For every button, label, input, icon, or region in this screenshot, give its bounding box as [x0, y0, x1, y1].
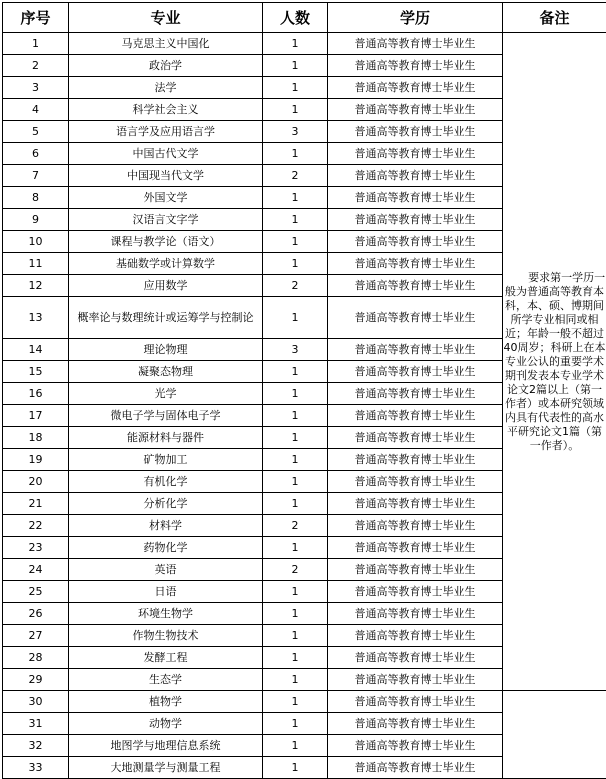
row-major: 生态学: [69, 669, 263, 691]
row-index: 22: [3, 515, 69, 537]
row-major: 中国古代文学: [69, 143, 263, 165]
row-major: 药物化学: [69, 537, 263, 559]
row-major: 英语: [69, 559, 263, 581]
row-education: 普通高等教育博士毕业生: [328, 449, 503, 471]
row-count: 1: [263, 471, 328, 493]
row-education: 普通高等教育博士毕业生: [328, 427, 503, 449]
table-row: [3, 691, 606, 713]
row-index: 8: [3, 187, 69, 209]
row-education: 普通高等教育博士毕业生: [328, 383, 503, 405]
row-index: 4: [3, 99, 69, 121]
row-index: 6: [3, 143, 69, 165]
row-major: 日语: [69, 581, 263, 603]
row-education: 普通高等教育博士毕业生: [328, 647, 503, 669]
header-index: 序号: [3, 3, 69, 33]
row-count: 1: [263, 625, 328, 647]
row-education: 普通高等教育博士毕业生: [328, 361, 503, 383]
row-major: 语言学及应用语言学: [69, 121, 263, 143]
row-index: 32: [3, 735, 69, 757]
row-education: 普通高等教育博士毕业生: [328, 405, 503, 427]
row-count: 1: [263, 735, 328, 757]
row-major: 植物学: [69, 691, 263, 713]
table-row: [3, 33, 606, 55]
row-count: 2: [263, 515, 328, 537]
row-major: 政治学: [69, 55, 263, 77]
header-count: 人数: [263, 3, 328, 33]
row-major: 动物学: [69, 713, 263, 735]
row-count: 2: [263, 275, 328, 297]
row-count: 1: [263, 383, 328, 405]
table-body: [3, 33, 606, 779]
row-index: 20: [3, 471, 69, 493]
notes-cell-2: [503, 691, 606, 779]
row-count: 2: [263, 559, 328, 581]
row-major: 作物生物技术: [69, 625, 263, 647]
row-index: 14: [3, 339, 69, 361]
row-education: 普通高等教育博士毕业生: [328, 559, 503, 581]
header-education: 学历: [328, 3, 503, 33]
row-index: 10: [3, 231, 69, 253]
row-count: 1: [263, 493, 328, 515]
row-education: 普通高等教育博士毕业生: [328, 625, 503, 647]
row-major: 环境生物学: [69, 603, 263, 625]
row-education: 普通高等教育博士毕业生: [328, 99, 503, 121]
row-index: 9: [3, 209, 69, 231]
notes-cell: [503, 33, 606, 691]
row-major: 能源材料与器件: [69, 427, 263, 449]
row-major: 光学: [69, 383, 263, 405]
row-index: 15: [3, 361, 69, 383]
row-major: 发酵工程: [69, 647, 263, 669]
row-index: 31: [3, 713, 69, 735]
row-index: 17: [3, 405, 69, 427]
row-major: 外国文学: [69, 187, 263, 209]
row-count: 1: [263, 581, 328, 603]
row-count: 1: [263, 757, 328, 779]
header-row: [3, 3, 606, 33]
row-index: 29: [3, 669, 69, 691]
row-education: 普通高等教育博士毕业生: [328, 339, 503, 361]
row-count: 1: [263, 55, 328, 77]
row-education: 普通高等教育博士毕业生: [328, 297, 503, 339]
row-education: 普通高等教育博士毕业生: [328, 757, 503, 779]
row-count: 3: [263, 339, 328, 361]
row-education: 普通高等教育博士毕业生: [328, 537, 503, 559]
row-index: 16: [3, 383, 69, 405]
row-count: 1: [263, 361, 328, 383]
row-count: 1: [263, 77, 328, 99]
row-major: 微电子学与固体电子学: [69, 405, 263, 427]
row-major: 中国现当代文学: [69, 165, 263, 187]
row-index: 12: [3, 275, 69, 297]
row-index: 28: [3, 647, 69, 669]
row-index: 13: [3, 297, 69, 339]
row-count: 1: [263, 297, 328, 339]
row-education: 普通高等教育博士毕业生: [328, 231, 503, 253]
row-count: 1: [263, 33, 328, 55]
row-major: 科学社会主义: [69, 99, 263, 121]
row-education: 普通高等教育博士毕业生: [328, 33, 503, 55]
row-index: 3: [3, 77, 69, 99]
row-count: 1: [263, 691, 328, 713]
row-education: 普通高等教育博士毕业生: [328, 165, 503, 187]
row-major: 大地测量学与测量工程: [69, 757, 263, 779]
row-index: 25: [3, 581, 69, 603]
row-major: 法学: [69, 77, 263, 99]
row-count: 3: [263, 121, 328, 143]
row-index: 30: [3, 691, 69, 713]
row-major: 马克思主义中国化: [69, 33, 263, 55]
row-count: 1: [263, 143, 328, 165]
row-index: 1: [3, 33, 69, 55]
row-count: 1: [263, 405, 328, 427]
row-education: 普通高等教育博士毕业生: [328, 143, 503, 165]
header-major: 专业: [69, 3, 263, 33]
row-count: 1: [263, 427, 328, 449]
row-index: 18: [3, 427, 69, 449]
row-index: 19: [3, 449, 69, 471]
row-education: 普通高等教育博士毕业生: [328, 253, 503, 275]
row-education: 普通高等教育博士毕业生: [328, 691, 503, 713]
row-count: 1: [263, 99, 328, 121]
row-major: 材料学: [69, 515, 263, 537]
row-major: 分析化学: [69, 493, 263, 515]
row-education: 普通高等教育博士毕业生: [328, 121, 503, 143]
row-count: 1: [263, 669, 328, 691]
row-index: 11: [3, 253, 69, 275]
row-education: 普通高等教育博士毕业生: [328, 603, 503, 625]
row-major: 有机化学: [69, 471, 263, 493]
notes-text: 要求第一学历一般为普通高等教育本科，本、硕、博期间所学专业相同或相近；年龄一般不超过40周岁；科研上在本专业公认的重要学术期刊发表本专业学术论文2篇以上（第一作者）或本研究领域内具有代表性的高水平研究论文1篇（第一作者）。: [503, 270, 606, 452]
row-major: 汉语言文字学: [69, 209, 263, 231]
row-index: 23: [3, 537, 69, 559]
row-count: 1: [263, 187, 328, 209]
row-education: 普通高等教育博士毕业生: [328, 55, 503, 77]
row-education: 普通高等教育博士毕业生: [328, 471, 503, 493]
row-major: 理论物理: [69, 339, 263, 361]
row-education: 普通高等教育博士毕业生: [328, 493, 503, 515]
row-major: 概率论与数理统计或运筹学与控制论: [69, 297, 263, 339]
row-index: 2: [3, 55, 69, 77]
row-education: 普通高等教育博士毕业生: [328, 581, 503, 603]
row-index: 21: [3, 493, 69, 515]
row-major: 课程与教学论（语文）: [69, 231, 263, 253]
row-index: 24: [3, 559, 69, 581]
row-education: 普通高等教育博士毕业生: [328, 735, 503, 757]
row-index: 27: [3, 625, 69, 647]
row-count: 1: [263, 209, 328, 231]
row-major: 凝聚态物理: [69, 361, 263, 383]
row-index: 5: [3, 121, 69, 143]
row-education: 普通高等教育博士毕业生: [328, 713, 503, 735]
row-index: 33: [3, 757, 69, 779]
row-major: 矿物加工: [69, 449, 263, 471]
recruitment-table: [2, 2, 606, 779]
row-education: 普通高等教育博士毕业生: [328, 669, 503, 691]
row-count: 1: [263, 253, 328, 275]
row-index: 26: [3, 603, 69, 625]
row-count: 1: [263, 647, 328, 669]
row-index: 7: [3, 165, 69, 187]
row-major: 基础数学或计算数学: [69, 253, 263, 275]
row-count: 1: [263, 537, 328, 559]
row-education: 普通高等教育博士毕业生: [328, 515, 503, 537]
row-education: 普通高等教育博士毕业生: [328, 187, 503, 209]
row-count: 1: [263, 449, 328, 471]
row-education: 普通高等教育博士毕业生: [328, 209, 503, 231]
row-major: 地图学与地理信息系统: [69, 735, 263, 757]
row-count: 1: [263, 603, 328, 625]
row-count: 1: [263, 231, 328, 253]
header-notes: 备注: [503, 3, 606, 33]
row-count: 2: [263, 165, 328, 187]
row-count: 1: [263, 713, 328, 735]
row-education: 普通高等教育博士毕业生: [328, 77, 503, 99]
row-education: 普通高等教育博士毕业生: [328, 275, 503, 297]
row-major: 应用数学: [69, 275, 263, 297]
